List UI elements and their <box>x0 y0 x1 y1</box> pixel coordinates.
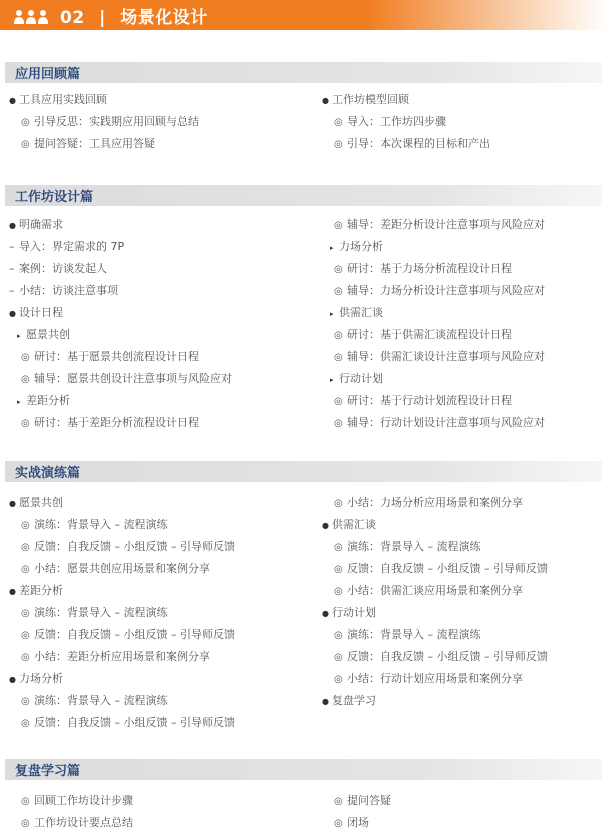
list-item <box>318 390 607 412</box>
list-item <box>318 492 607 514</box>
circle-bullet-icon: ◎ <box>21 608 30 619</box>
circle-bullet-icon: ◎ <box>334 396 343 407</box>
circle-bullet-icon: ◎ <box>21 520 30 531</box>
list-item-text: 反馈：自我反馈 – 小组反馈 – 引导师反馈 <box>34 628 235 641</box>
list-item-text: 反馈：自我反馈 – 小组反馈 – 引导师反馈 <box>347 650 548 663</box>
bullet-dot-icon: ● <box>9 587 16 596</box>
list-item <box>5 492 295 514</box>
list-item-text: 提问答疑 <box>347 794 391 807</box>
circle-bullet-icon: ◎ <box>21 630 30 641</box>
title-separator: | <box>99 7 106 28</box>
list-item <box>5 324 295 346</box>
circle-bullet-icon: ◎ <box>21 374 30 385</box>
list-item-text: 辅导：供需汇谈设计注意事项与风险应对 <box>347 350 545 363</box>
circle-bullet-icon: ◎ <box>334 796 343 807</box>
list-item-text: 研讨：基于行动计划流程设计日程 <box>347 394 512 407</box>
circle-bullet-icon: ◎ <box>334 818 343 829</box>
list-item-text: 研讨：基于差距分析流程设计日程 <box>34 416 199 429</box>
chapter-number: 02 <box>60 7 85 28</box>
bullet-dot-icon: ● <box>9 221 16 230</box>
list-item <box>318 302 607 324</box>
list-item-text: 力场分析 <box>339 240 383 253</box>
list-item-text: 小结：愿景共创应用场景和案例分享 <box>34 562 210 575</box>
list-item-text: 复盘学习 <box>332 694 376 707</box>
circle-bullet-icon: ◎ <box>334 220 343 231</box>
list-item <box>318 514 607 536</box>
triangle-bullet-icon: ▸ <box>330 376 334 384</box>
list-item-text: 案例：访谈发起人 <box>19 262 107 275</box>
list-item <box>5 624 295 646</box>
workshop-right-column <box>318 214 607 434</box>
circle-bullet-icon: ◎ <box>21 418 30 429</box>
bullet-dot-icon: ● <box>9 309 16 318</box>
list-item <box>318 624 607 646</box>
list-item-text: 研讨：基于力场分析流程设计日程 <box>347 262 512 275</box>
circle-bullet-icon: ◎ <box>21 352 30 363</box>
list-item <box>5 690 295 712</box>
list-item <box>5 258 295 280</box>
list-item <box>318 236 607 258</box>
list-item <box>318 602 607 624</box>
list-item <box>318 536 607 558</box>
list-item <box>5 368 295 390</box>
section-header-review <box>5 62 602 83</box>
review-right-column <box>318 89 607 155</box>
bullet-dot-icon: ● <box>322 521 329 530</box>
circle-bullet-icon: ◎ <box>334 264 343 275</box>
list-item-text: 演练：背景导入 – 流程演练 <box>34 518 168 531</box>
dash-marker-icon: – <box>9 284 15 297</box>
list-item <box>5 111 295 133</box>
list-item-text: 反馈：自我反馈 – 小组反馈 – 引导师反馈 <box>347 562 548 575</box>
list-item <box>5 236 295 258</box>
triangle-bullet-icon: ▸ <box>17 332 21 340</box>
triangle-bullet-icon: ▸ <box>330 310 334 318</box>
list-item <box>318 646 607 668</box>
list-item <box>5 536 295 558</box>
list-item <box>318 214 607 236</box>
list-item-text: 小结：供需汇谈应用场景和案例分享 <box>347 584 523 597</box>
bullet-dot-icon: ● <box>9 96 16 105</box>
list-item <box>5 302 295 324</box>
chapter-name: 场景化设计 <box>120 7 208 28</box>
practice-left-column <box>5 492 295 734</box>
triangle-bullet-icon: ▸ <box>330 244 334 252</box>
people-group-icon <box>14 6 48 24</box>
list-item-text: 小结：行动计划应用场景和案例分享 <box>347 672 523 685</box>
list-item-text: 导入：界定需求的 7P <box>19 240 125 253</box>
list-item-text: 差距分析 <box>26 394 70 407</box>
list-item-text: 引导：本次课程的目标和产出 <box>347 137 490 150</box>
circle-bullet-icon: ◎ <box>21 696 30 707</box>
list-item-text: 研讨：基于愿景共创流程设计日程 <box>34 350 199 363</box>
list-item-text: 明确需求 <box>19 218 63 231</box>
retro-right-column <box>318 790 607 834</box>
circle-bullet-icon: ◎ <box>334 286 343 297</box>
section-title: 实战演练篇 <box>15 466 81 481</box>
list-item <box>5 712 295 734</box>
list-item <box>318 580 607 602</box>
retro-left-column <box>5 790 295 834</box>
list-item <box>5 390 295 412</box>
list-item <box>5 580 295 602</box>
list-item-text: 演练：背景导入 – 流程演练 <box>34 606 168 619</box>
dash-marker-icon: – <box>9 240 15 253</box>
list-item-text: 愿景共创 <box>26 328 70 341</box>
triangle-bullet-icon: ▸ <box>17 398 21 406</box>
section-header-retrospective <box>5 759 602 780</box>
list-item-text: 闭场 <box>347 816 369 829</box>
list-item-text: 演练：背景导入 – 流程演练 <box>347 540 481 553</box>
list-item-text: 工具应用实践回顾 <box>19 93 107 106</box>
list-item-text: 辅导：愿景共创设计注意事项与风险应对 <box>34 372 232 385</box>
list-item-text: 辅导：力场分析设计注意事项与风险应对 <box>347 284 545 297</box>
list-item <box>5 668 295 690</box>
list-item <box>318 558 607 580</box>
list-item-text: 小结：访谈注意事项 <box>19 284 118 297</box>
list-item-text: 提问答疑：工具应用答疑 <box>34 137 155 150</box>
circle-bullet-icon: ◎ <box>21 542 30 553</box>
circle-bullet-icon: ◎ <box>21 796 30 807</box>
circle-bullet-icon: ◎ <box>21 652 30 663</box>
workshop-left-column <box>5 214 295 434</box>
list-item <box>5 812 295 834</box>
list-item <box>5 790 295 812</box>
dash-marker-icon: – <box>9 262 15 275</box>
circle-bullet-icon: ◎ <box>21 564 30 575</box>
list-item <box>318 89 607 111</box>
section-header-practice <box>5 461 602 482</box>
circle-bullet-icon: ◎ <box>334 564 343 575</box>
list-item <box>5 412 295 434</box>
list-item-text: 设计日程 <box>19 306 63 319</box>
list-item <box>318 668 607 690</box>
circle-bullet-icon: ◎ <box>334 652 343 663</box>
bullet-dot-icon: ● <box>9 675 16 684</box>
circle-bullet-icon: ◎ <box>21 117 30 128</box>
circle-bullet-icon: ◎ <box>334 542 343 553</box>
list-item-text: 供需汇谈 <box>339 306 383 319</box>
list-item <box>5 646 295 668</box>
list-item <box>5 602 295 624</box>
list-item <box>318 280 607 302</box>
circle-bullet-icon: ◎ <box>21 139 30 150</box>
list-item <box>5 89 295 111</box>
list-item-text: 供需汇谈 <box>332 518 376 531</box>
bullet-dot-icon: ● <box>9 499 16 508</box>
circle-bullet-icon: ◎ <box>334 498 343 509</box>
list-item <box>318 133 607 155</box>
list-item-text: 愿景共创 <box>19 496 63 509</box>
list-item <box>5 133 295 155</box>
bullet-dot-icon: ● <box>322 697 329 706</box>
list-item-text: 行动计划 <box>332 606 376 619</box>
circle-bullet-icon: ◎ <box>334 630 343 641</box>
list-item <box>5 346 295 368</box>
list-item <box>5 280 295 302</box>
list-item-text: 工作坊设计要点总结 <box>34 816 133 829</box>
circle-bullet-icon: ◎ <box>21 718 30 729</box>
section-title: 工作坊设计篇 <box>15 190 94 205</box>
list-item-text: 辅导：行动计划设计注意事项与风险应对 <box>347 416 545 429</box>
list-item <box>5 514 295 536</box>
list-item-text: 引导反思：实践期应用回顾与总结 <box>34 115 199 128</box>
section-title: 应用回顾篇 <box>15 67 81 82</box>
list-item <box>318 111 607 133</box>
list-item-text: 反馈：自我反馈 – 小组反馈 – 引导师反馈 <box>34 540 235 553</box>
circle-bullet-icon: ◎ <box>334 418 343 429</box>
circle-bullet-icon: ◎ <box>334 352 343 363</box>
list-item-text: 演练：背景导入 – 流程演练 <box>34 694 168 707</box>
circle-bullet-icon: ◎ <box>334 330 343 341</box>
list-item-text: 回顾工作坊设计步骤 <box>34 794 133 807</box>
list-item-text: 行动计划 <box>339 372 383 385</box>
list-item-text: 小结：力场分析应用场景和案例分享 <box>347 496 523 509</box>
list-item <box>5 214 295 236</box>
section-header-workshop-design <box>5 185 602 206</box>
bullet-dot-icon: ● <box>322 96 329 105</box>
list-item-text: 演练：背景导入 – 流程演练 <box>347 628 481 641</box>
circle-bullet-icon: ◎ <box>21 818 30 829</box>
circle-bullet-icon: ◎ <box>334 586 343 597</box>
circle-bullet-icon: ◎ <box>334 117 343 128</box>
list-item-text: 力场分析 <box>19 672 63 685</box>
review-left-column <box>5 89 295 155</box>
list-item-text: 研讨：基于供需汇谈流程设计日程 <box>347 328 512 341</box>
bullet-dot-icon: ● <box>322 609 329 618</box>
list-item <box>318 346 607 368</box>
list-item <box>318 690 607 712</box>
circle-bullet-icon: ◎ <box>334 139 343 150</box>
list-item-text: 小结：差距分析应用场景和案例分享 <box>34 650 210 663</box>
list-item <box>318 412 607 434</box>
section-title: 复盘学习篇 <box>15 764 81 779</box>
list-item-text: 导入：工作坊四步骤 <box>347 115 446 128</box>
list-item-text: 辅导：差距分析设计注意事项与风险应对 <box>347 218 545 231</box>
list-item-text: 反馈：自我反馈 – 小组反馈 – 引导师反馈 <box>34 716 235 729</box>
list-item <box>318 258 607 280</box>
list-item <box>318 368 607 390</box>
practice-right-column <box>318 492 607 712</box>
list-item-text: 差距分析 <box>19 584 63 597</box>
list-item <box>318 790 607 812</box>
circle-bullet-icon: ◎ <box>334 674 343 685</box>
chapter-title <box>60 3 208 28</box>
list-item <box>318 324 607 346</box>
chapter-header <box>0 0 607 30</box>
list-item <box>5 558 295 580</box>
list-item <box>318 812 607 834</box>
list-item-text: 工作坊模型回顾 <box>332 93 409 106</box>
